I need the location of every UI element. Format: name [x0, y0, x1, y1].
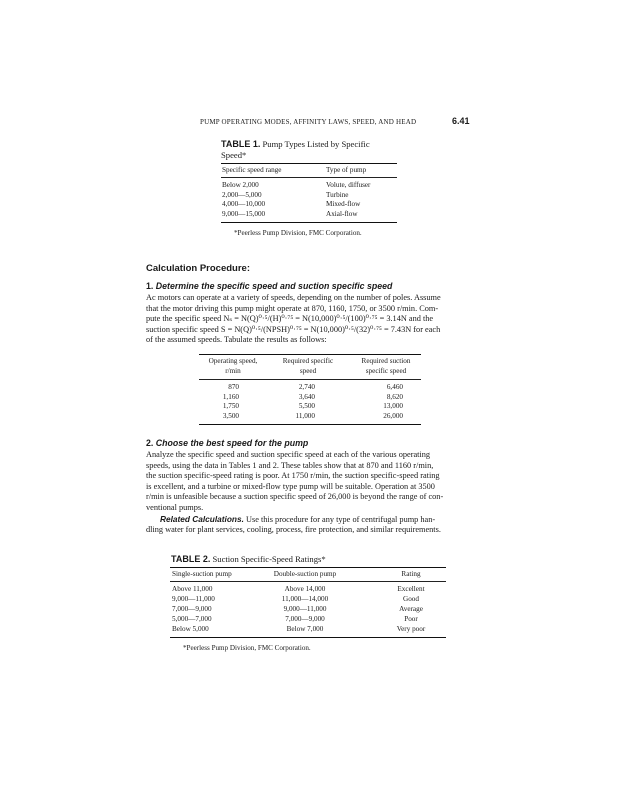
table2-top-rule [170, 567, 446, 568]
table2-caption [171, 554, 326, 565]
speed-cell-specific: 11,000 [295, 411, 315, 420]
speed-cell-operating: 1,750 [222, 402, 239, 410]
table1-row-range: 2,000—5,000 [222, 190, 262, 199]
table1-row-range: Below 2,000 [222, 181, 259, 189]
speed-table-bottom-rule [199, 424, 421, 425]
speed-header-line: specific speed [365, 366, 407, 375]
section-heading: Calculation Procedure: [146, 263, 250, 274]
speed-cell-operating: 3,500 [222, 411, 239, 420]
table2-cell-double: 11,000—14,000 [281, 595, 329, 603]
step2-line: the suction specific-speed rating is poor. At 1750 r/min, the suction specific-speed rating [146, 471, 440, 481]
table2-cell-double: Above 14,000 [284, 585, 326, 593]
table2-cell-single: 9,000—11,000 [172, 595, 215, 603]
table2-footnote: *Peerless Pump Division, FMC Corporation. [183, 644, 311, 652]
step2-line: r/min is unfeasible because a suction specific speed of 26,000 is beyond the range of con- [146, 492, 444, 502]
table2-cell-single: Above 11,000 [172, 585, 213, 593]
table1-top-rule [221, 163, 397, 164]
step1-line: that the motor driving this pump might operate at 870, 1160, 1750, or 3500 r/min. Com- [146, 303, 439, 313]
speed-header-specific [268, 357, 348, 376]
table1-header-range: Specific speed range [222, 166, 282, 174]
speed-header-line: speed [299, 366, 317, 375]
speed-table-header-rule [199, 379, 421, 380]
table1-row-type: Mixed-flow [326, 200, 361, 208]
table1-row-type: Axial-flow [326, 209, 358, 218]
step1-line: suction specific speed S = N(Q)⁰·⁵/(NPSH)⁰·⁷⁵ = N(10,000)⁰·⁵/(32)⁰·⁷⁵ = 7.43N for each [146, 324, 441, 334]
step2-line: ventional pumps. [146, 502, 204, 512]
table1-header-type: Type of pump [326, 166, 367, 174]
table2-cell-rating: Excellent [397, 585, 425, 593]
speed-header-line: r/min [225, 366, 241, 375]
speed-header-line: Required suction [361, 357, 411, 365]
running-header: PUMP OPERATING MODES, AFFINITY LAWS, SPEED, AND HEAD [200, 118, 417, 126]
table1-caption-text: Pump Types Listed by Specific Speed* [221, 139, 370, 160]
related-line [146, 514, 475, 526]
step2-line: Analyze the specific speed and suction specific speed at each of the various operating [146, 450, 431, 459]
speed-cell-specific: 3,640 [298, 392, 315, 401]
step2-body [146, 450, 475, 536]
table2-cell-rating: Very poor [396, 625, 426, 633]
speed-cell-suction: 26,000 [383, 411, 403, 420]
speed-cell-specific: 5,500 [298, 402, 315, 410]
speed-cell-specific: 2,740 [298, 383, 315, 391]
speed-cell-operating: 870 [228, 383, 239, 391]
table1-footnote: *Peerless Pump Division, FMC Corporation. [234, 229, 362, 237]
step2-title: Choose the best speed for the pump [155, 438, 309, 448]
related-label: Related Calculations. [160, 513, 244, 524]
table2-header-rule [170, 581, 446, 582]
table2-cell-double: 9,000—11,000 [283, 605, 327, 613]
table1-row-type: Volute, diffuser [326, 181, 371, 189]
table2-cell-double: 7,000—9,000 [285, 615, 325, 623]
table2-bottom-rule [170, 637, 446, 638]
step2-heading [146, 438, 308, 448]
related-second-line: dling water for plant services, cooling, process, fire protection, and similar requirements. [146, 525, 441, 535]
table1-row-type: Turbine [326, 190, 349, 199]
step1-line: pute the specific speed Nₛ = N(Q)⁰·⁵/(H)⁰·⁷⁵ = N(10,000)⁰·⁵/(100)⁰·⁷⁵ = 3.14N and the [146, 314, 434, 324]
step2-line: is excellent, and a turbine or mixed-flow type pump will be suitable. Operation at 3500 [146, 481, 435, 491]
table2-label: TABLE 2. [171, 554, 211, 564]
table1-header-rule [221, 177, 397, 178]
table1-row-range: 9,000—15,000 [222, 209, 266, 218]
table2-header-rating: Rating [401, 570, 421, 578]
table2-cell-rating: Good [403, 595, 419, 603]
page-number: 6.41 [452, 116, 470, 126]
table1-row-range: 4,000—10,000 [222, 200, 266, 208]
table1-label: TABLE 1. [221, 139, 261, 149]
step1-line: Ac motors can operate at a variety of speeds, depending on the number of poles. Assume [146, 293, 441, 302]
table2-cell-double: Below 7,000 [286, 625, 324, 633]
table2-header-double: Double-suction pump [273, 570, 337, 578]
step1-heading [146, 281, 392, 291]
table2-cell-single: Below 5,000 [172, 625, 209, 633]
related-first-line: Use this procedure for any type of centrifugal pump han- [246, 514, 436, 524]
speed-cell-operating: 1,160 [222, 392, 239, 401]
table1-caption [221, 139, 396, 160]
speed-cell-suction: 8,620 [386, 392, 403, 401]
speed-cell-suction: 13,000 [383, 402, 403, 410]
speed-header-suction [350, 357, 422, 376]
step1-number: 1. [146, 281, 154, 291]
speed-header-line: Operating speed, [208, 357, 258, 365]
step2-line: speeds, using the data in Tables 1 and 2. These tables show that at 870 and 1160 r/min, [146, 460, 434, 470]
table2-cell-rating: Poor [404, 615, 418, 623]
table2-cell-single: 7,000—9,000 [172, 605, 212, 613]
table2-header-single: Single-suction pump [172, 570, 232, 578]
table2-cell-rating: Average [399, 605, 423, 613]
step1-title: Determine the specific speed and suction specific speed [155, 281, 393, 291]
step1-body [146, 293, 475, 346]
speed-table-top-rule [199, 354, 421, 355]
table2-cell-single: 5,000—7,000 [172, 615, 212, 623]
table1-bottom-rule [221, 222, 397, 223]
step1-line: of the assumed speeds. Tabulate the results as follows: [146, 335, 327, 345]
speed-header-operating [199, 357, 267, 376]
step2-number: 2. [146, 438, 154, 448]
table2-caption-text: Suction Specific-Speed Ratings* [212, 554, 326, 564]
speed-cell-suction: 6,460 [386, 383, 403, 391]
speed-header-line: Required specific [282, 357, 334, 365]
